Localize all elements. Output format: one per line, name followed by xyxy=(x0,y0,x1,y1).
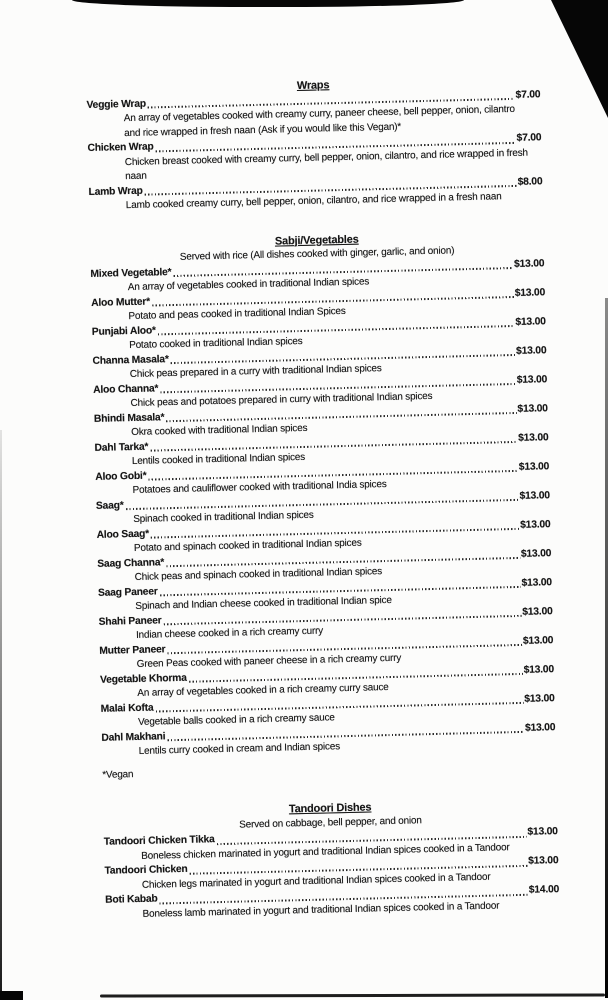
item-description: Okra cooked with traditional Indian spices xyxy=(131,422,308,439)
item-price: $8.00 xyxy=(517,175,543,188)
section-subtitle: Served on cabbage, bell pepper, and onion xyxy=(239,814,422,831)
item-description: Boneless chicken marinated in yogurt and traditional Indian spices cooked in a Tandoor xyxy=(141,841,510,862)
menu-section xyxy=(90,228,557,783)
item-description: Lentils curry cooked in cream and Indian spices xyxy=(138,741,341,757)
section-title: Sabji/Vegetables xyxy=(274,233,359,248)
section-subtitle: Served with rice (All dishes cooked with ginger, garlic, and onion) xyxy=(179,245,455,263)
item-price: $13.00 xyxy=(523,663,555,676)
item-name: Mixed Vegetable* xyxy=(90,266,172,280)
menu-section xyxy=(86,73,543,214)
item-price: $13.00 xyxy=(515,344,547,357)
item-price: $13.00 xyxy=(524,721,556,734)
section-items xyxy=(86,88,543,215)
scan-artifact-left-edge xyxy=(0,430,2,1000)
item-price: $13.00 xyxy=(524,692,555,705)
item-description: Potato cooked in traditional Indian spices xyxy=(129,335,303,352)
item-name: Veggie Wrap xyxy=(86,98,147,111)
item-price: $13.00 xyxy=(519,489,550,502)
item-name: Saag Channa* xyxy=(97,556,165,570)
item-name: Aloo Gobi* xyxy=(95,470,147,483)
item-name: Saag* xyxy=(95,499,124,512)
scan-artifact-top-edge xyxy=(72,0,464,7)
item-name: Aloo Channa* xyxy=(93,382,159,396)
item-description: Lentils cooked in traditional Indian spices xyxy=(131,451,306,468)
item-description: Spinach and Indian cheese cooked in traditional Indian spice xyxy=(135,594,392,612)
item-description: Potato and peas cooked in traditional Indian Spices xyxy=(128,305,346,323)
item-description: Potato and spinach cooked in traditional Indian spices xyxy=(133,537,362,554)
item-name: Boti Kabab xyxy=(105,893,158,906)
item-description: Indian cheese cooked in a rich creamy curry xyxy=(135,625,324,641)
item-price: $13.00 xyxy=(527,826,558,838)
scan-artifact-top-right-corner xyxy=(551,0,608,118)
section-title: Wraps xyxy=(296,79,330,93)
scan-artifact-bottom-edge xyxy=(100,993,605,997)
item-description: Boneless lamb marinated in yogurt and traditional Indian spices cooked in a Tandoor xyxy=(142,899,500,920)
item-name: Vegetable Khorma xyxy=(99,672,187,686)
menu-page-content xyxy=(86,73,560,922)
item-description: Chicken legs marinated in yogurt and traditional Indian spices cooked in a Tandoor xyxy=(141,871,491,891)
item-name: Tandoori Chicken xyxy=(104,863,188,877)
section-title: Tandoori Dishes xyxy=(288,801,372,816)
item-price: $13.00 xyxy=(522,605,553,618)
item-price: $13.00 xyxy=(522,634,554,647)
item-description: An array of vegetables cooked in a rich creamy curry sauce xyxy=(137,682,389,699)
item-name: Aloo Mutter* xyxy=(91,296,151,309)
item-description: Chicken breast cooked with creamy curry, bell pepper, onion, cilantro, and rice wrapped in fresh naan xyxy=(124,147,528,183)
menu-section xyxy=(103,796,560,923)
item-description: Chick peas prepared in a curry with traditional Indian spices xyxy=(129,363,382,381)
item-price: $13.00 xyxy=(518,460,550,473)
item-price: $13.00 xyxy=(528,855,559,867)
item-price: $13.00 xyxy=(520,547,552,560)
item-description: Potatoes and cauliflower cooked with traditional India spices xyxy=(132,479,387,497)
vegan-footnote: *Vegan xyxy=(102,768,134,781)
item-price: $13.00 xyxy=(515,315,546,328)
item-name: Chicken Wrap xyxy=(87,141,154,154)
item-name: Dahl Makhani xyxy=(101,730,166,744)
item-price: $13.00 xyxy=(517,402,548,415)
item-price: $13.00 xyxy=(514,286,546,299)
item-price: $13.00 xyxy=(518,431,549,444)
item-description: Vegetable balls cooked in a rich creamy sauce xyxy=(137,712,335,728)
item-name: Malai Kofta xyxy=(100,702,154,715)
item-name: Punjabi Aloo* xyxy=(91,324,156,338)
item-name: Aloo Saag* xyxy=(96,528,150,541)
item-price: $13.00 xyxy=(521,576,552,589)
item-price: $14.00 xyxy=(528,884,560,896)
item-name: Lamb Wrap xyxy=(88,185,143,198)
item-price: $7.00 xyxy=(516,132,542,144)
item-name: Shahi Paneer xyxy=(98,614,162,628)
item-name: Channa Masala* xyxy=(92,353,169,367)
section-items xyxy=(90,257,555,761)
item-price: $13.00 xyxy=(520,518,551,531)
item-name: Tandoori Chicken Tikka xyxy=(103,834,215,848)
item-name: Bhindi Masala* xyxy=(93,411,165,425)
item-description: An array of vegetables cooked in traditional Indian spices xyxy=(127,276,370,294)
scan-artifact-bottom-left-corner xyxy=(0,991,23,1000)
item-description: Spinach cooked in traditional Indian spices xyxy=(133,509,314,526)
item-description: Lamb cooked creamy curry, bell pepper, onion, cilantro, and rice wrapped in a fresh naan xyxy=(125,191,502,212)
item-description: Green Peas cooked with paneer cheese in a rich creamy curry xyxy=(136,652,402,670)
section-items xyxy=(104,825,560,923)
item-name: Dahl Tarka* xyxy=(94,441,149,454)
item-price: $13.00 xyxy=(516,373,548,386)
item-description: An array of vegetables cooked with creamy curry, paneer cheese, bell pepper, onion, cilantro and rice wrapped in fresh naan (Ask if you would like this Vegan)* xyxy=(123,103,515,139)
item-description: Chick peas and spinach cooked in traditional Indian spices xyxy=(134,566,383,583)
item-price: $13.00 xyxy=(513,257,545,270)
item-description: Chick peas and potatoes prepared in curry with traditional Indian spices xyxy=(130,390,433,410)
item-name: Saag Paneer xyxy=(97,585,158,599)
item-price: $7.00 xyxy=(515,88,541,101)
item-name: Mutter Paneer xyxy=(99,643,166,657)
